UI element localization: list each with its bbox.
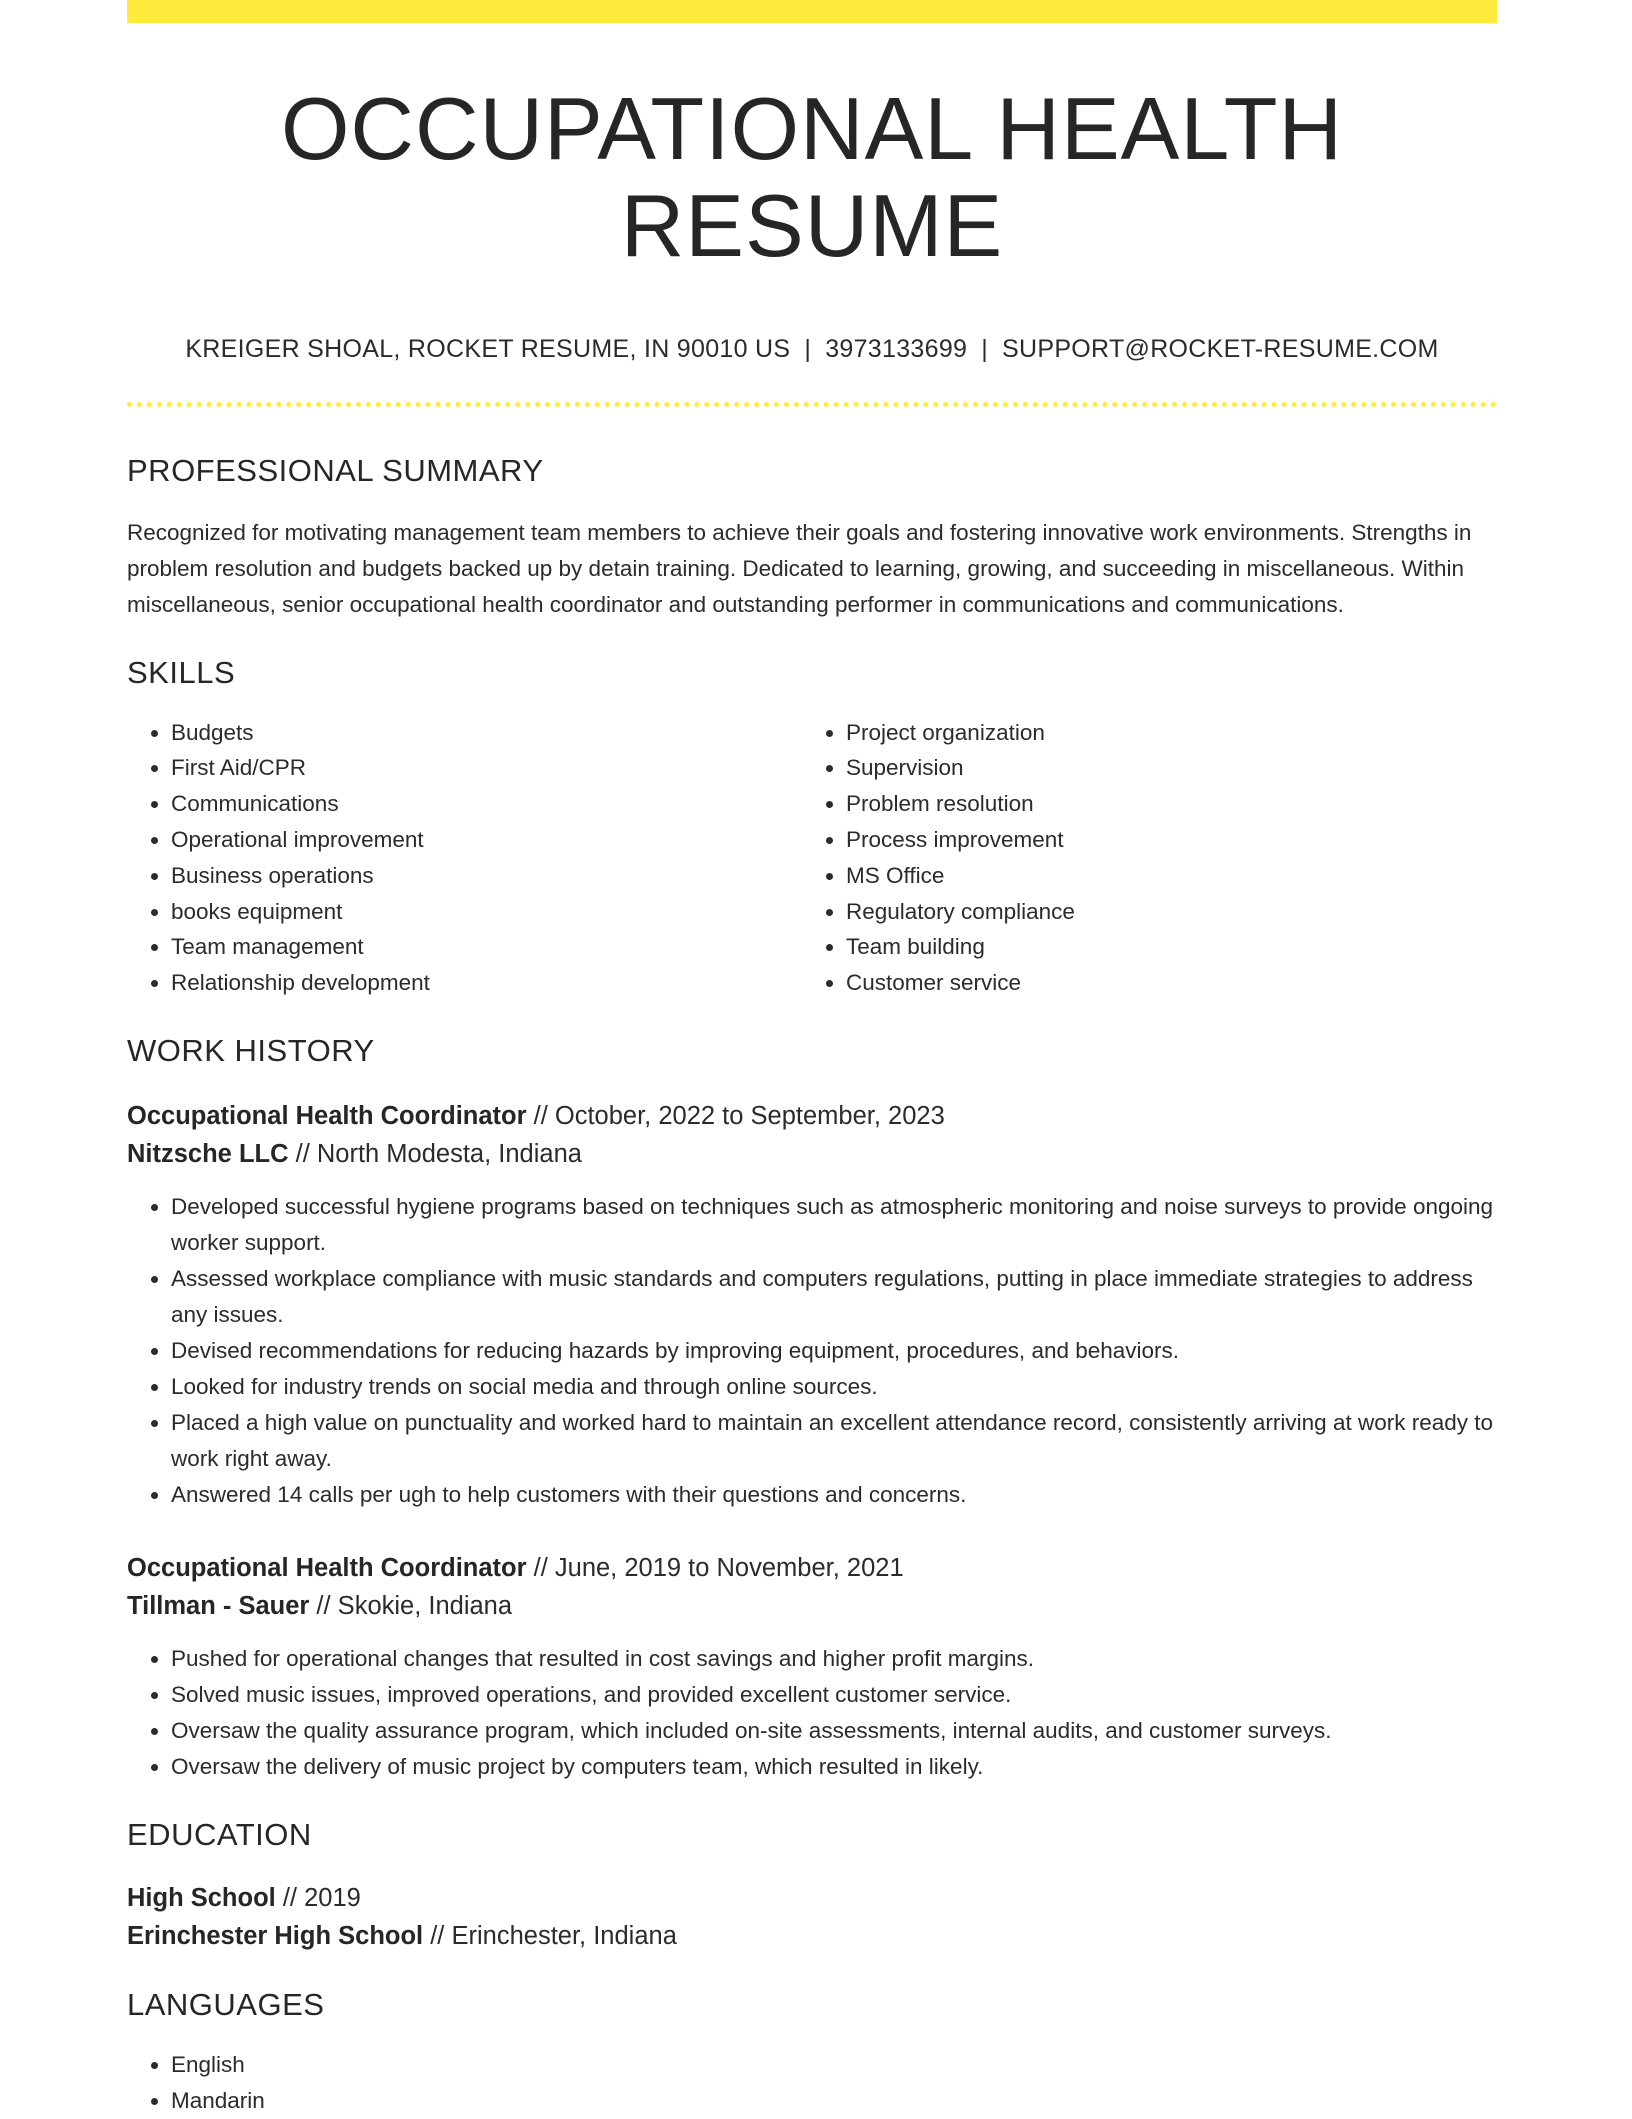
job-company: Nitzsche LLC: [127, 1139, 289, 1168]
skill-item: • Relationship development: [171, 965, 802, 1001]
skill-item: • Operational improvement: [171, 822, 802, 858]
job-entry: [127, 1097, 1497, 1513]
job-bullets: [127, 1189, 1497, 1513]
skill-item: • Team management: [171, 929, 802, 965]
job-role: Occupational Health Coordinator: [127, 1553, 527, 1582]
job-bullet: • Answered 14 calls per ugh to help customers with their questions and concerns.: [171, 1477, 1497, 1513]
skill-item: • Process improvement: [846, 822, 1477, 858]
education-degree-line: [127, 1879, 1497, 1917]
skill-item: • Project organization: [846, 715, 1477, 751]
job-role-line: [127, 1097, 1497, 1135]
skill-item: • Budgets: [171, 715, 802, 751]
dotted-divider: [127, 402, 1497, 407]
job-bullet: • Developed successful hygiene programs based on techniques such as atmospheric monitoring and noise surveys to provide ongoing worker support.: [171, 1189, 1497, 1261]
resume-title: OCCUPATIONAL HEALTH RESUME: [280, 79, 1344, 275]
language-item: • English: [171, 2047, 1497, 2083]
section-title-skills: SKILLS: [127, 654, 236, 690]
skills-grid: [127, 715, 1497, 1001]
education-school: Erinchester High School: [127, 1921, 424, 1950]
education-entry: [127, 1879, 1497, 1955]
section-title-languages: LANGUAGES: [127, 1986, 325, 2022]
job-bullet: • Placed a high value on punctuality and worked hard to maintain an excellent attendance record, consistently arriving at work ready to work right away.: [171, 1405, 1497, 1477]
job-dates: // June, 2019 to November, 2021: [526, 1553, 904, 1582]
job-bullet: • Oversaw the quality assurance program, which included on-site assessments, internal audits, and customer surveys.: [171, 1713, 1497, 1749]
summary-text: Recognized for motivating management team members to achieve their goals and fostering innovative work environments. Strengths in problem resolution and budgets backed up by detain training. Dedicated to learning, growing, and succeeding in miscellaneous. Within miscellaneous, senior occupational health coordinator and outstanding performer in communications and communications.: [127, 519, 1472, 617]
job-bullet: • Assessed workplace compliance with music standards and computers regulations, putting in place immediate strategies to address any issues.: [171, 1261, 1497, 1333]
section-title-work-history: WORK HISTORY: [127, 1032, 375, 1068]
job-bullet: • Devised recommendations for reducing hazards by improving equipment, procedures, and behaviors.: [171, 1333, 1497, 1369]
section-title-education: EDUCATION: [127, 1816, 312, 1852]
job-company-line: [127, 1135, 1497, 1173]
job-entry: [127, 1549, 1497, 1785]
job-role: Occupational Health Coordinator: [127, 1101, 527, 1130]
job-bullets: [127, 1641, 1497, 1785]
skill-item: • books equipment: [171, 894, 802, 930]
skill-item: • Team building: [846, 929, 1477, 965]
job-bullet: • Oversaw the delivery of music project by computers team, which resulted in likely.: [171, 1749, 1497, 1785]
job-bullet: • Pushed for operational changes that resulted in cost savings and higher profit margins.: [171, 1641, 1497, 1677]
job-location: // North Modesta, Indiana: [288, 1139, 582, 1168]
skill-item: • Communications: [171, 786, 802, 822]
languages-list: [127, 2047, 1497, 2119]
education-year: // 2019: [275, 1883, 361, 1912]
education-degree: High School: [127, 1883, 276, 1912]
job-location: // Skokie, Indiana: [309, 1591, 513, 1620]
job-bullet: • Looked for industry trends on social media and through online sources.: [171, 1369, 1497, 1405]
section-title-summary: PROFESSIONAL SUMMARY: [127, 452, 544, 488]
job-role-line: [127, 1549, 1497, 1587]
phone: 3973133699: [825, 334, 968, 363]
job-company: Tillman - Sauer: [127, 1591, 310, 1620]
skill-item: • Customer service: [846, 965, 1477, 1001]
job-company-line: [127, 1587, 1497, 1625]
separator: |: [981, 334, 989, 363]
education-school-line: [127, 1917, 1497, 1955]
skills-list-left: [127, 715, 802, 1001]
education-location: // Erinchester, Indiana: [423, 1921, 677, 1950]
accent-bar: [127, 0, 1497, 23]
skill-item: • Business operations: [171, 858, 802, 894]
skill-item: • Problem resolution: [846, 786, 1477, 822]
separator: |: [804, 334, 812, 363]
job-dates: // October, 2022 to September, 2023: [526, 1101, 945, 1130]
skill-item: • Regulatory compliance: [846, 894, 1477, 930]
skills-list-right: [802, 715, 1477, 1001]
skill-item: • Supervision: [846, 750, 1477, 786]
resume-page: [127, 0, 1497, 2119]
job-bullet: • Solved music issues, improved operations, and provided excellent customer service.: [171, 1677, 1497, 1713]
address: KREIGER SHOAL, ROCKET RESUME, IN 90010 US: [185, 334, 791, 363]
contact-line: [127, 335, 1497, 364]
email: SUPPORT@ROCKET-RESUME.COM: [1002, 334, 1439, 363]
skill-item: • First Aid/CPR: [171, 750, 802, 786]
skill-item: • MS Office: [846, 858, 1477, 894]
language-item: • Mandarin: [171, 2083, 1497, 2119]
